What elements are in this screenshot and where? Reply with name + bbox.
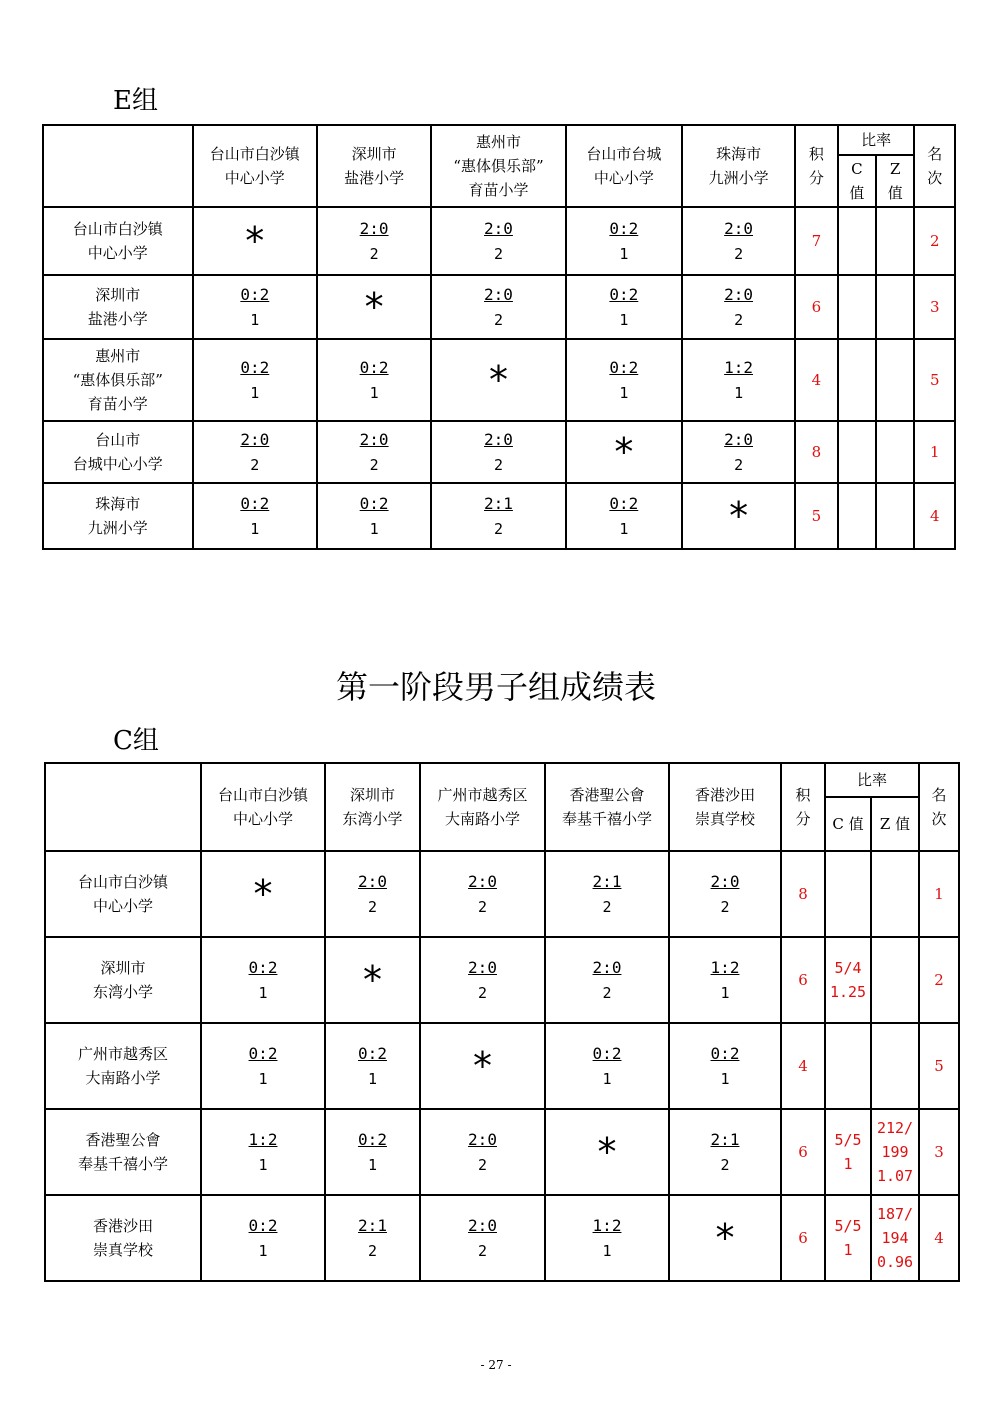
team-name-line: 广州市越秀区 xyxy=(77,1045,168,1063)
match-points: 2 xyxy=(493,244,503,263)
match-result xyxy=(193,339,317,421)
match-result xyxy=(431,207,565,275)
match-points: 1 xyxy=(367,1069,378,1088)
column-header-line: 台山市白沙镇 xyxy=(209,145,300,163)
match-result xyxy=(420,851,545,937)
self-match-mark: * xyxy=(245,218,265,263)
c-value-line: 5/4 xyxy=(834,959,862,977)
z-value xyxy=(871,937,919,1023)
c-value xyxy=(825,937,871,1023)
match-result xyxy=(193,207,317,275)
match-points: 2 xyxy=(734,455,744,474)
self-match-mark: * xyxy=(473,1043,492,1088)
table-row xyxy=(43,275,955,339)
team-name xyxy=(43,421,193,483)
team-rank: 5 xyxy=(914,339,955,421)
ratio-header: 比率 xyxy=(838,125,915,155)
table-row xyxy=(43,339,955,421)
column-header-line: 大南路小学 xyxy=(444,810,520,828)
team-points: 6 xyxy=(781,937,825,1023)
match-result xyxy=(325,1195,420,1281)
match-points: 2 xyxy=(477,897,488,916)
match-score: 2:0 xyxy=(724,219,754,239)
match-score: 0:2 xyxy=(358,1044,387,1064)
table-row xyxy=(45,1023,959,1109)
match-score: 1:2 xyxy=(710,958,740,978)
points-header-line: 分 xyxy=(795,810,811,828)
z-value xyxy=(876,483,914,549)
team-points: 7 xyxy=(795,207,837,275)
match-points: 1 xyxy=(720,983,730,1002)
points-header-line: 积 xyxy=(795,786,811,804)
column-header xyxy=(325,763,420,851)
team-points: 5 xyxy=(795,483,837,549)
match-result xyxy=(566,275,682,339)
corner-cell xyxy=(45,763,201,851)
team-name-line: 香港聖公會 xyxy=(85,1131,161,1149)
match-points: 2 xyxy=(602,897,612,916)
match-points: 2 xyxy=(493,310,503,329)
match-score: 2:1 xyxy=(710,1130,740,1150)
match-result xyxy=(566,483,682,549)
z-value-header xyxy=(876,155,914,207)
c-value-line: 1 xyxy=(843,1155,853,1173)
column-header-line: 广州市越秀区 xyxy=(437,786,528,804)
team-name-line: 珠海市 xyxy=(95,495,141,513)
c-value-line: 1.25 xyxy=(829,983,867,1001)
match-score: 2:0 xyxy=(592,958,622,978)
z-header-line: Z xyxy=(890,160,901,178)
table-row xyxy=(43,421,955,483)
match-result xyxy=(682,207,795,275)
table-row xyxy=(45,851,959,937)
match-points: 1 xyxy=(258,983,268,1002)
column-header-line: 惠州市 xyxy=(475,133,521,151)
match-points: 1 xyxy=(369,383,379,402)
z-value xyxy=(876,275,914,339)
match-score: 1:2 xyxy=(724,358,754,378)
match-points: 2 xyxy=(367,897,378,916)
match-score: 0:2 xyxy=(710,1044,740,1064)
match-score: 0:2 xyxy=(248,1044,278,1064)
match-result xyxy=(193,421,317,483)
c-value xyxy=(825,1195,871,1281)
match-score: 0:2 xyxy=(609,358,639,378)
match-score: 0:2 xyxy=(240,358,270,378)
match-result xyxy=(201,937,325,1023)
points-header xyxy=(781,763,825,851)
team-name-line: 台山市 xyxy=(95,431,141,449)
column-header xyxy=(545,763,669,851)
team-rank: 2 xyxy=(914,207,955,275)
match-result xyxy=(193,275,317,339)
match-result xyxy=(325,1023,420,1109)
match-result xyxy=(682,483,795,549)
column-header xyxy=(317,125,431,207)
team-rank: 3 xyxy=(914,275,955,339)
team-name xyxy=(45,1109,201,1195)
self-match-mark: * xyxy=(597,1129,617,1174)
column-header-line: 香港聖公會 xyxy=(569,786,645,804)
c-value-line: 5/5 xyxy=(834,1217,862,1235)
points-header-line: 积 xyxy=(808,145,824,163)
match-score: 2:0 xyxy=(468,1216,497,1236)
self-match-mark: * xyxy=(488,357,508,402)
match-result xyxy=(431,483,565,549)
team-name-line: 东湾小学 xyxy=(92,983,153,1001)
team-name xyxy=(43,339,193,421)
match-result xyxy=(317,207,431,275)
match-points: 1 xyxy=(734,383,744,402)
column-header-line: 深圳市 xyxy=(351,145,397,163)
match-points: 2 xyxy=(367,1241,378,1260)
corner-cell xyxy=(43,125,193,207)
team-points: 6 xyxy=(781,1109,825,1195)
match-result xyxy=(682,421,795,483)
match-score: 2:0 xyxy=(724,430,754,450)
team-rank: 4 xyxy=(914,483,955,549)
points-header xyxy=(795,125,837,207)
team-name-line: 中心小学 xyxy=(87,244,148,262)
header-row xyxy=(45,763,959,797)
match-score: 2:0 xyxy=(484,219,513,239)
rank-header-line: 名 xyxy=(931,786,947,804)
z-value xyxy=(871,1109,919,1195)
points-header-line: 分 xyxy=(808,169,824,187)
match-points: 1 xyxy=(619,383,629,402)
rank-header xyxy=(919,763,959,851)
ratio-header: 比率 xyxy=(825,763,919,797)
column-header-line: 珠海市 xyxy=(716,145,762,163)
team-rank: 1 xyxy=(914,421,955,483)
match-points: 2 xyxy=(720,897,730,916)
z-value-line: 1.07 xyxy=(876,1167,914,1185)
match-points: 1 xyxy=(258,1241,268,1260)
column-header-line: 崇真学校 xyxy=(694,810,755,828)
team-rank: 2 xyxy=(919,937,959,1023)
team-name-line: 香港沙田 xyxy=(92,1217,153,1235)
match-score: 2:0 xyxy=(484,430,513,450)
z-value-line: 199 xyxy=(881,1143,909,1161)
match-points: 2 xyxy=(477,1155,488,1174)
z-header-line: 值 xyxy=(887,184,903,202)
rank-header xyxy=(914,125,955,207)
match-points: 1 xyxy=(619,244,629,263)
match-result xyxy=(669,937,781,1023)
team-name xyxy=(45,851,201,937)
team-name-line: 台山市白沙镇 xyxy=(72,220,163,238)
match-score: 2:1 xyxy=(358,1216,387,1236)
match-points: 2 xyxy=(477,1241,488,1260)
match-score: 2:0 xyxy=(359,219,389,239)
match-score: 0:2 xyxy=(609,494,639,514)
match-result xyxy=(545,1023,669,1109)
match-result xyxy=(431,339,565,421)
team-name-line: 台城中心小学 xyxy=(72,455,163,473)
c-header-line: 值 xyxy=(849,184,865,202)
self-match-mark: * xyxy=(364,284,384,329)
match-score: 0:2 xyxy=(609,285,639,305)
column-header xyxy=(669,763,781,851)
match-result xyxy=(669,1023,781,1109)
table-row xyxy=(43,483,955,549)
self-match-mark: * xyxy=(363,957,382,1002)
match-result xyxy=(420,1195,545,1281)
match-result xyxy=(545,1109,669,1195)
z-value xyxy=(871,851,919,937)
c-header-line: C xyxy=(851,160,863,178)
c-value xyxy=(838,275,876,339)
match-result xyxy=(201,1109,325,1195)
z-value-line: 0.96 xyxy=(876,1253,914,1271)
match-score: 2:0 xyxy=(358,872,387,892)
c-value xyxy=(838,421,876,483)
match-points: 2 xyxy=(734,310,744,329)
column-header-line: 香港沙田 xyxy=(694,786,755,804)
z-value xyxy=(876,207,914,275)
team-points: 8 xyxy=(795,421,837,483)
team-name-line: 盐港小学 xyxy=(87,310,148,328)
z-value-header xyxy=(871,797,919,851)
match-points: 1 xyxy=(369,519,379,538)
column-header xyxy=(566,125,682,207)
match-result xyxy=(566,339,682,421)
match-result xyxy=(201,851,325,937)
team-name-line: 惠州市 xyxy=(95,347,141,365)
table-row xyxy=(45,1195,959,1281)
match-points: 2 xyxy=(369,455,379,474)
column-header-line: 深圳市 xyxy=(349,786,395,804)
match-points: 2 xyxy=(720,1155,730,1174)
match-result xyxy=(420,1023,545,1109)
self-match-mark: * xyxy=(729,493,749,538)
match-points: 1 xyxy=(367,1155,378,1174)
team-points: 6 xyxy=(781,1195,825,1281)
c-value xyxy=(825,851,871,937)
table-row xyxy=(43,207,955,275)
group-c-table xyxy=(44,762,960,1282)
column-header-line: 九洲小学 xyxy=(708,169,769,187)
match-score: 2:0 xyxy=(468,872,497,892)
column-header-line: 奉基千禧小学 xyxy=(561,810,652,828)
team-name xyxy=(43,207,193,275)
match-points: 1 xyxy=(602,1069,612,1088)
match-result xyxy=(431,275,565,339)
rank-header-line: 次 xyxy=(927,169,943,187)
column-header xyxy=(420,763,545,851)
team-rank: 5 xyxy=(919,1023,959,1109)
team-name-line: 育苗小学 xyxy=(87,395,148,413)
column-header-line: 中心小学 xyxy=(593,169,654,187)
match-score: 0:2 xyxy=(240,494,270,514)
match-score: 2:0 xyxy=(240,430,270,450)
match-points: 1 xyxy=(258,1155,268,1174)
c-value xyxy=(838,207,876,275)
match-result xyxy=(545,851,669,937)
match-result xyxy=(682,275,795,339)
team-name xyxy=(45,1195,201,1281)
match-result xyxy=(669,851,781,937)
z-value xyxy=(871,1023,919,1109)
z-value xyxy=(876,339,914,421)
team-name-line: “惠体俱乐部” xyxy=(72,371,163,389)
match-score: 2:0 xyxy=(359,430,389,450)
page-title: 第一阶段男子组成绩表 xyxy=(335,668,656,706)
column-header-line: 中心小学 xyxy=(232,810,293,828)
team-points: 4 xyxy=(781,1023,825,1109)
match-score: 2:0 xyxy=(484,285,513,305)
match-score: 0:2 xyxy=(248,1216,278,1236)
match-result xyxy=(317,339,431,421)
c-header-line: C 值 xyxy=(832,815,864,833)
column-header-line: “惠体俱乐部” xyxy=(453,157,544,175)
match-points: 2 xyxy=(477,983,488,1002)
match-score: 2:1 xyxy=(592,872,622,892)
match-score: 2:1 xyxy=(484,494,513,514)
header-row xyxy=(43,125,955,155)
column-header-line: 育苗小学 xyxy=(468,181,529,199)
c-value xyxy=(838,339,876,421)
match-score: 0:2 xyxy=(240,285,270,305)
team-name-line: 深圳市 xyxy=(95,286,141,304)
match-points: 2 xyxy=(369,244,379,263)
match-score: 1:2 xyxy=(592,1216,622,1236)
match-score: 0:2 xyxy=(359,358,389,378)
match-result xyxy=(682,339,795,421)
match-result xyxy=(420,937,545,1023)
column-header xyxy=(201,763,325,851)
team-name-line: 台山市白沙镇 xyxy=(77,873,168,891)
team-points: 8 xyxy=(781,851,825,937)
self-match-mark: * xyxy=(253,871,273,916)
match-points: 1 xyxy=(250,310,260,329)
match-score: 2:0 xyxy=(724,285,754,305)
match-result xyxy=(669,1109,781,1195)
c-value-line: 5/5 xyxy=(834,1131,862,1149)
column-header xyxy=(193,125,317,207)
match-score: 1:2 xyxy=(248,1130,278,1150)
team-points: 6 xyxy=(795,275,837,339)
column-header-line: 台山市白沙镇 xyxy=(217,786,308,804)
team-name-line: 深圳市 xyxy=(100,959,146,977)
team-name xyxy=(45,937,201,1023)
match-result xyxy=(201,1195,325,1281)
match-result xyxy=(325,1109,420,1195)
group-e-table xyxy=(42,124,956,550)
match-result xyxy=(545,1195,669,1281)
z-header-line: Z 值 xyxy=(879,815,911,833)
match-result xyxy=(669,1195,781,1281)
match-points: 2 xyxy=(602,983,612,1002)
team-name-line: 崇真学校 xyxy=(92,1241,153,1259)
team-name-line: 奉基千禧小学 xyxy=(77,1155,168,1173)
team-name-line: 大南路小学 xyxy=(85,1069,161,1087)
z-value-line: 194 xyxy=(881,1229,909,1247)
match-score: 0:2 xyxy=(248,958,278,978)
team-name xyxy=(43,483,193,549)
c-value-header xyxy=(838,155,876,207)
team-rank: 3 xyxy=(919,1109,959,1195)
match-result xyxy=(431,421,565,483)
match-points: 2 xyxy=(493,519,503,538)
rank-header-line: 次 xyxy=(931,810,947,828)
team-rank: 4 xyxy=(919,1195,959,1281)
team-rank: 1 xyxy=(919,851,959,937)
match-result xyxy=(317,483,431,549)
match-points: 1 xyxy=(602,1241,612,1260)
match-result xyxy=(566,421,682,483)
match-score: 0:2 xyxy=(592,1044,622,1064)
z-value-line: 187/ xyxy=(876,1205,914,1223)
table-row xyxy=(45,937,959,1023)
column-header-line: 台山市台城 xyxy=(586,145,662,163)
c-value-header xyxy=(825,797,871,851)
column-header xyxy=(431,125,565,207)
page-number: - 27 - xyxy=(480,1358,512,1372)
match-points: 1 xyxy=(619,519,629,538)
column-header-line: 中心小学 xyxy=(224,169,285,187)
column-header xyxy=(682,125,795,207)
match-score: 2:0 xyxy=(710,872,740,892)
match-points: 2 xyxy=(493,455,503,474)
c-value-line: 1 xyxy=(843,1241,853,1259)
z-value-line: 212/ xyxy=(876,1119,914,1137)
match-result xyxy=(420,1109,545,1195)
z-value xyxy=(871,1195,919,1281)
self-match-mark: * xyxy=(614,429,634,474)
match-score: 0:2 xyxy=(358,1130,387,1150)
team-name xyxy=(43,275,193,339)
match-result xyxy=(545,937,669,1023)
match-score: 2:0 xyxy=(468,958,497,978)
match-score: 0:2 xyxy=(609,219,639,239)
group-c-label: C组 xyxy=(113,726,159,756)
column-header-line: 盐港小学 xyxy=(344,169,405,187)
match-points: 2 xyxy=(250,455,260,474)
match-result xyxy=(325,851,420,937)
self-match-mark: * xyxy=(715,1215,735,1260)
c-value xyxy=(825,1023,871,1109)
match-points: 1 xyxy=(619,310,629,329)
match-result xyxy=(193,483,317,549)
team-points: 4 xyxy=(795,339,837,421)
c-value xyxy=(825,1109,871,1195)
match-points: 2 xyxy=(734,244,744,263)
match-points: 1 xyxy=(258,1069,268,1088)
match-points: 1 xyxy=(250,383,260,402)
match-points: 1 xyxy=(720,1069,730,1088)
team-name-line: 中心小学 xyxy=(92,897,153,915)
match-score: 2:0 xyxy=(468,1130,497,1150)
team-name xyxy=(45,1023,201,1109)
z-value xyxy=(876,421,914,483)
table-row xyxy=(45,1109,959,1195)
match-result xyxy=(317,275,431,339)
c-value xyxy=(838,483,876,549)
match-result xyxy=(325,937,420,1023)
match-result xyxy=(317,421,431,483)
match-result xyxy=(201,1023,325,1109)
group-e-label: E组 xyxy=(113,86,158,116)
match-result xyxy=(566,207,682,275)
rank-header-line: 名 xyxy=(927,145,943,163)
team-name-line: 九洲小学 xyxy=(87,519,148,537)
column-header-line: 东湾小学 xyxy=(342,810,403,828)
match-score: 0:2 xyxy=(359,494,389,514)
match-points: 1 xyxy=(250,519,260,538)
